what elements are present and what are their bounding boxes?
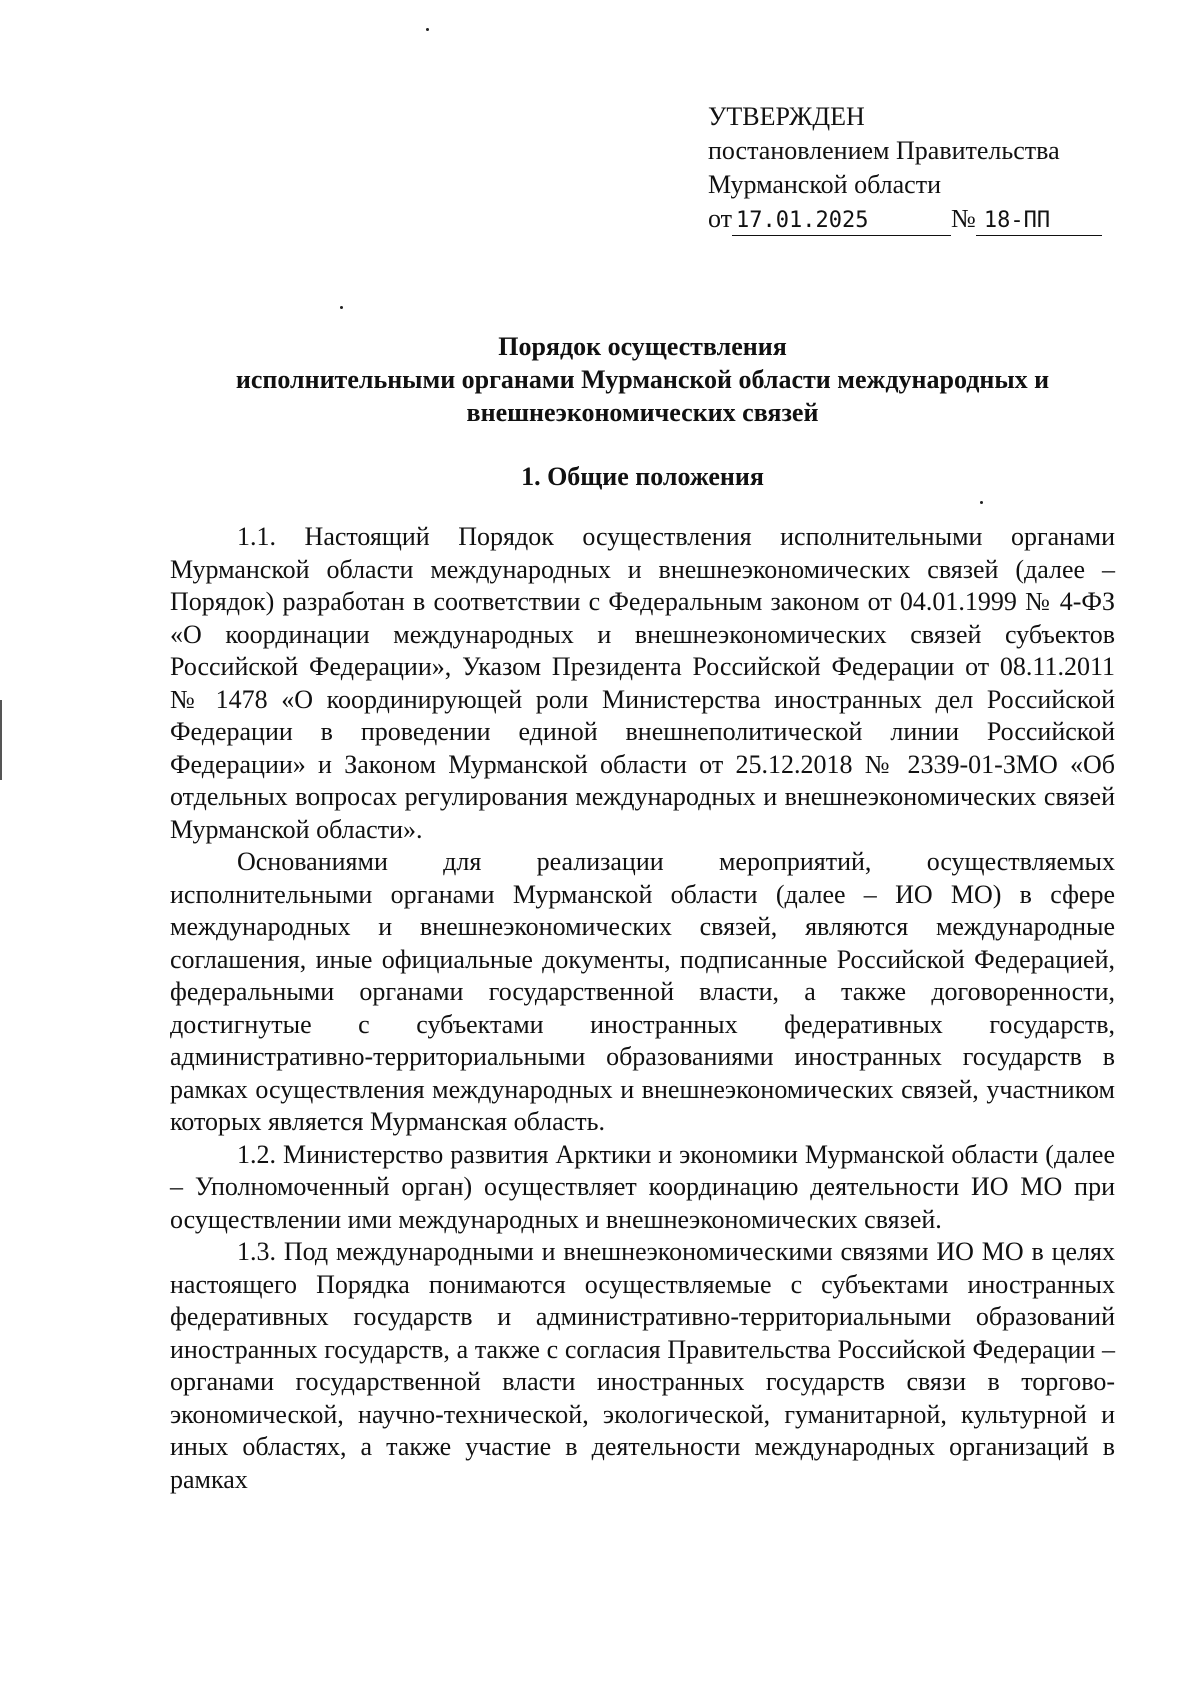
document-body [170,521,1115,1496]
approval-block [708,100,1128,236]
paragraph-grounds: Основаниями для реализации мероприятий, осуществляемых исполнительными органами Мурманской области (далее – ИО МО) в сфере международных и внешнеэкономических связей, являются международные соглашения, иные официальные документы, подписанные Российской Федерацией, федеральными органами государственной власти, а также договоренности, достигнутые с субъектами иностранных федеративных государств, административно-территориальными образованиями иностранных государств в рамках осуществления международных и внешнеэкономических связей, участником которых является Мурманская область. [170,847,1115,1136]
paragraph-1-1: 1.1. Настоящий Порядок осуществления исполнительными органами Мурманской области международных и внешнеэкономических связей (далее – Порядок) разработан в соответствии с Федеральным законом от 04.01.1999 № 4-ФЗ «О координации международных и внешнеэкономических связей субъектов Российской Федерации», Указом Президента Российской Федерации от 08.11.2011 № 1478 «О координирующей роли Министерства иностранных дел Российской Федерации в проведении единой внешнеполитической линии Российской Федерации» и Законом Мурманской области от 25.12.2018 № 2339-01-ЗМО «Об отдельных вопросах регулирования международных и внешнеэкономических связей Мурманской области». [170,522,1115,844]
date-prefix: от [708,204,733,233]
document-title [170,330,1115,429]
scan-speck [426,28,429,31]
approval-date: 17.01.2025 [732,207,951,236]
scan-speck [980,501,983,504]
title-line: Порядок осуществления [498,332,787,361]
paragraph-1-2: 1.2. Министерство развития Арктики и экономики Мурманской области (далее – Уполномоченный орган) осуществляет координацию деятельности ИО МО при осуществлении ими международных и внешнеэкономических связей. [170,1139,1115,1234]
approval-by-resolution: постановлением Правительства [708,136,1060,165]
approval-region: Мурманской области [708,170,941,199]
scan-edge-mark [0,700,2,780]
approval-date-number [708,202,1128,236]
approval-heading: УТВЕРЖДЕН [708,102,865,131]
paragraph-1-3: 1.3. Под международными и внешнеэкономическими связями ИО МО в целях настоящего Порядка понимаются осуществляемые с субъектами иностранных федеративных государств и административно-территориальными образований иностранных государств, а также с согласия Правительства Российской Федерации – органами государственной власти иностранных государств связи в торгово-экономической, научно-технической, экологической, гуманитарной, культурной и иных областях, а также участие в деятельности международных организаций в рамках [170,1237,1115,1494]
title-line: исполнительными органами Мурманской области международных и [235,365,1050,394]
scan-speck [340,306,343,309]
title-line: внешнеэкономических связей [466,398,819,427]
section-heading: 1. Общие положения [521,462,764,491]
number-prefix: № [951,204,976,233]
approval-number: 18-ПП [976,207,1102,236]
